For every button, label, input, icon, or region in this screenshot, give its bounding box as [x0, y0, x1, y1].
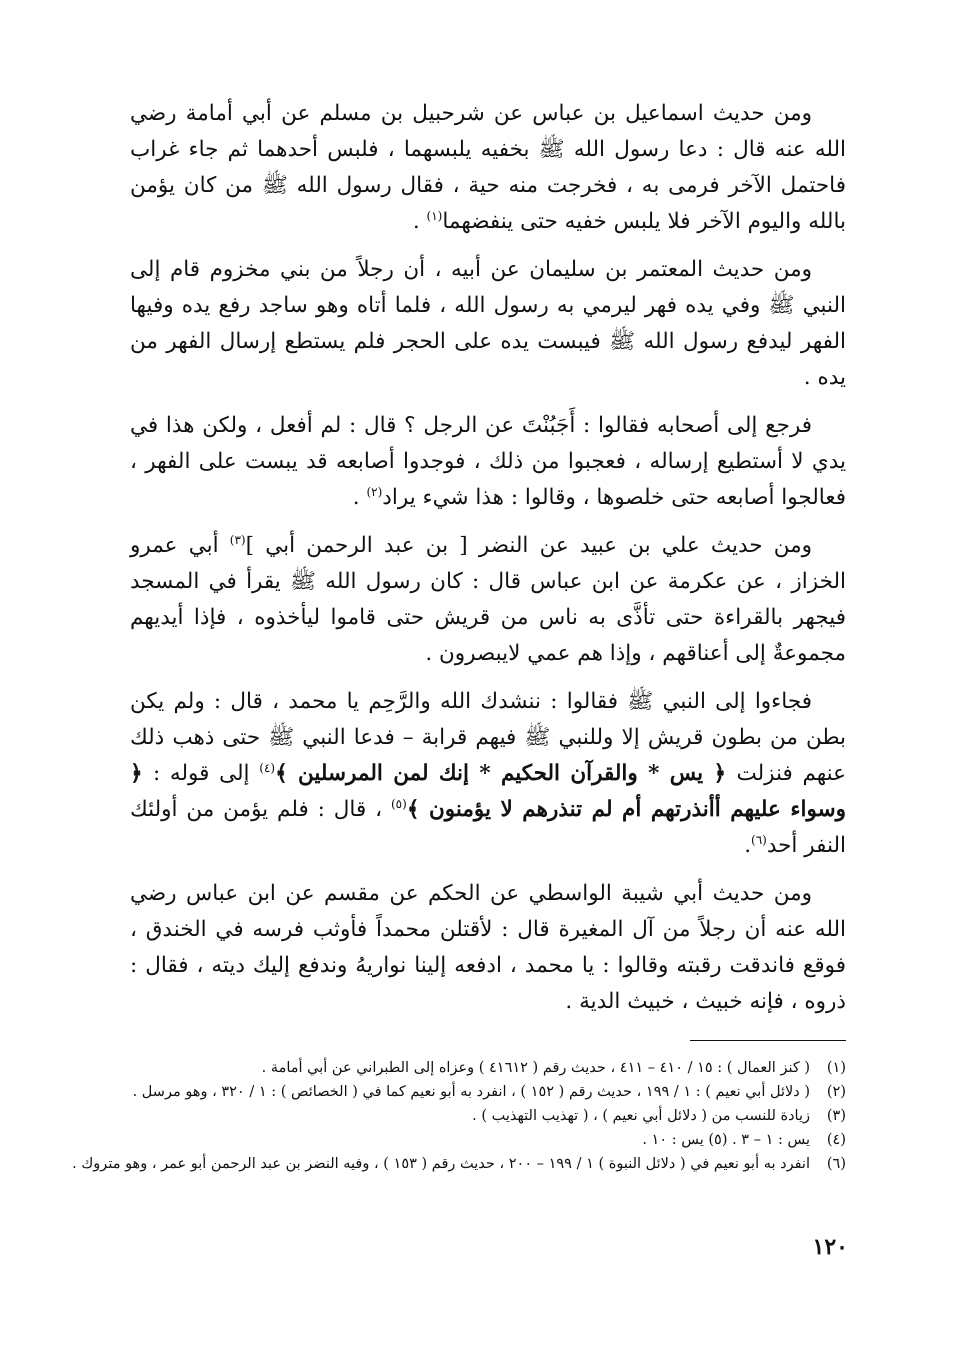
footnote-text: ( كنز العمال ) : ١٥ / ٤١٠ – ٤١١ ، حديث رقم ( ٤١٦١٢ ) وعزاه إلى الطبراني عن أبي أمامة . [261, 1060, 810, 1076]
footnote-number: (١) [826, 1060, 846, 1076]
paragraph-1 [130, 96, 846, 240]
quran-quote-2: ﴿ وسواء عليهم أأنذرتهم أم لم تنذرهم لا يؤمنون ﴾ [130, 761, 846, 822]
quran-quote-1: ﴿ يس * والقرآن الحكيم * إنك لمن المرسلين ﴾ [275, 761, 737, 786]
paragraph-1-text: ومن حديث اسماعيل بن عباس عن شرحبيل بن مسلم عن أبي أمامة رضي الله عنه قال : دعا رسول الله ﷺ بخفيه يلبسهما ، فلبس أحدهما ثم جاء غراب فاحتمل الآخر فرمى به ، فخرجت منه حية ، فقال رسول الله ﷺ من كان يؤمن بالله واليوم الآخر فلا يلبس خفيه حتى ينفضهما [130, 101, 846, 234]
footnote-divider [690, 1040, 846, 1041]
page-number: ١٢٠ [812, 1234, 848, 1260]
paragraph-5-end2: . [744, 833, 752, 858]
footnote-text: زيادة للنسب من ( دلائل أبي نعيم ) ، ( تهذيب التهذيب ) . [472, 1108, 810, 1124]
footnote-number: (٤) [826, 1132, 846, 1148]
footnote-2 [130, 1080, 846, 1104]
footnote-ref-3: (٣) [229, 532, 246, 547]
footnote-ref-6: (٦) [751, 832, 767, 847]
paragraph-6-text: ومن حديث أبي شيبة الواسطي عن الحكم عن مقسم عن ابن عباس رضي الله عنه أن رجلاً من آل المغيرة قال : لأقتلن محمداً فأوثب فرسه في الخندق ، فوقع فاندقت رقبته وقالوا : يا محمد ، ادفعه إلينا نواريهُ وندفع إليك ديته ، فقال : ذروه ، فإنه خبيث ، خبيث الدية . [130, 881, 846, 1014]
paragraph-6 [130, 876, 846, 1020]
paragraph-5-mid: إلى قوله : [152, 761, 260, 786]
footnote-text: يس : ١ – ٣ . (٥) يس : ١٠ . [642, 1132, 810, 1148]
footnote-ref-2: (٢) [366, 484, 383, 499]
footnote-ref-1: (١) [426, 208, 443, 223]
footnote-4 [130, 1128, 846, 1152]
paragraph-2 [130, 252, 846, 396]
paragraph-4-end: أبي عمرو الخزاز ، عن عكرمة عن ابن عباس قال : كان رسول الله ﷺ يقرأ في المسجد فيجهر بالقراءة حتى تأذَّى به ناس من قريش حتى قاموا ليأخذوه ، فإذا أيديهم مجموعةٌ إلى أعناقهم ، وإذا هم عمي لايبصرون . [130, 533, 846, 666]
footnote-number: (٢) [826, 1084, 846, 1100]
paragraph-4-text: ومن حديث علي بن عبيد عن النضر [ بن عبد الرحمن أبي ] [245, 533, 812, 558]
paragraph-1-end: . [412, 209, 427, 234]
paragraph-3 [130, 408, 846, 516]
footnote-number: (٣) [826, 1108, 846, 1124]
footnotes [72, 1056, 846, 1176]
footnote-3 [130, 1104, 846, 1128]
footnote-text: انفرد به أبو نعيم في ( دلائل النبوة ) ١ / ١٩٩ – ٢٠٠ ، حديث رقم ( ١٥٣ ) ، وفيه النضر بن عبد الرحمن أبو عمر ، وهو متروك . [72, 1156, 810, 1172]
paragraph-3-text: فرجع إلى أصحابه فقالوا : أَجَبُنْتَ عن الرجل ؟ قال : لم أفعل ، ولكن هذا في يدي لا أستطيع إرساله ، فعجبوا من ذلك ، فوجدوا أصابعه قد يبست على الفهر ، فعالجوا أصابعه حتى خلصوها ، وقالوا : هذا شيء يراد [130, 413, 846, 510]
paragraph-3-end: . [352, 485, 367, 510]
paragraph-4 [130, 528, 846, 672]
footnote-1 [130, 1056, 846, 1080]
paragraph-2-text: ومن حديث المعتمر بن سليمان عن أبيه ، أن رجلاً من بني مخزوم قام إلى النبي ﷺ وفي يده فهر ليرمي به رسول الله ، فلما أتاه وهو ساجد رفع يده وفيها الفهر ليدفع رسول الله ﷺ فيبست يده على الحجر فلم يستطع إرسال الفهر من يده . [130, 257, 846, 390]
paragraph-5-text: فجاءوا إلى النبي ﷺ فقالوا : ننشدك الله والرَّحِم يا محمد ، قال : ولم يكن بطن من بطون قريش إلا وللنبي ﷺ فيهم قرابة – فدعا النبي ﷺ حتى ذهب ذلك عنهم فنزلت [130, 689, 846, 786]
footnote-ref-5: (٥) [390, 796, 407, 811]
footnote-6 [72, 1152, 846, 1176]
main-text [130, 96, 846, 1032]
footnote-number: (٦) [826, 1156, 846, 1172]
paragraph-5 [130, 684, 846, 864]
footnote-text: ( دلائل أبي نعيم ) : ١ / ١٩٩ ، حديث رقم ( ١٥٢ ) ، انفرد به أبو نعيم كما في ( الخصائص ) : ١ / ٣٢٠ ، وهو مرسل . [132, 1084, 810, 1100]
footnote-ref-4: (٤) [259, 760, 276, 775]
paragraph-5-end: ، قال : فلم يؤمن من أولئك النفر أحد [130, 797, 846, 858]
